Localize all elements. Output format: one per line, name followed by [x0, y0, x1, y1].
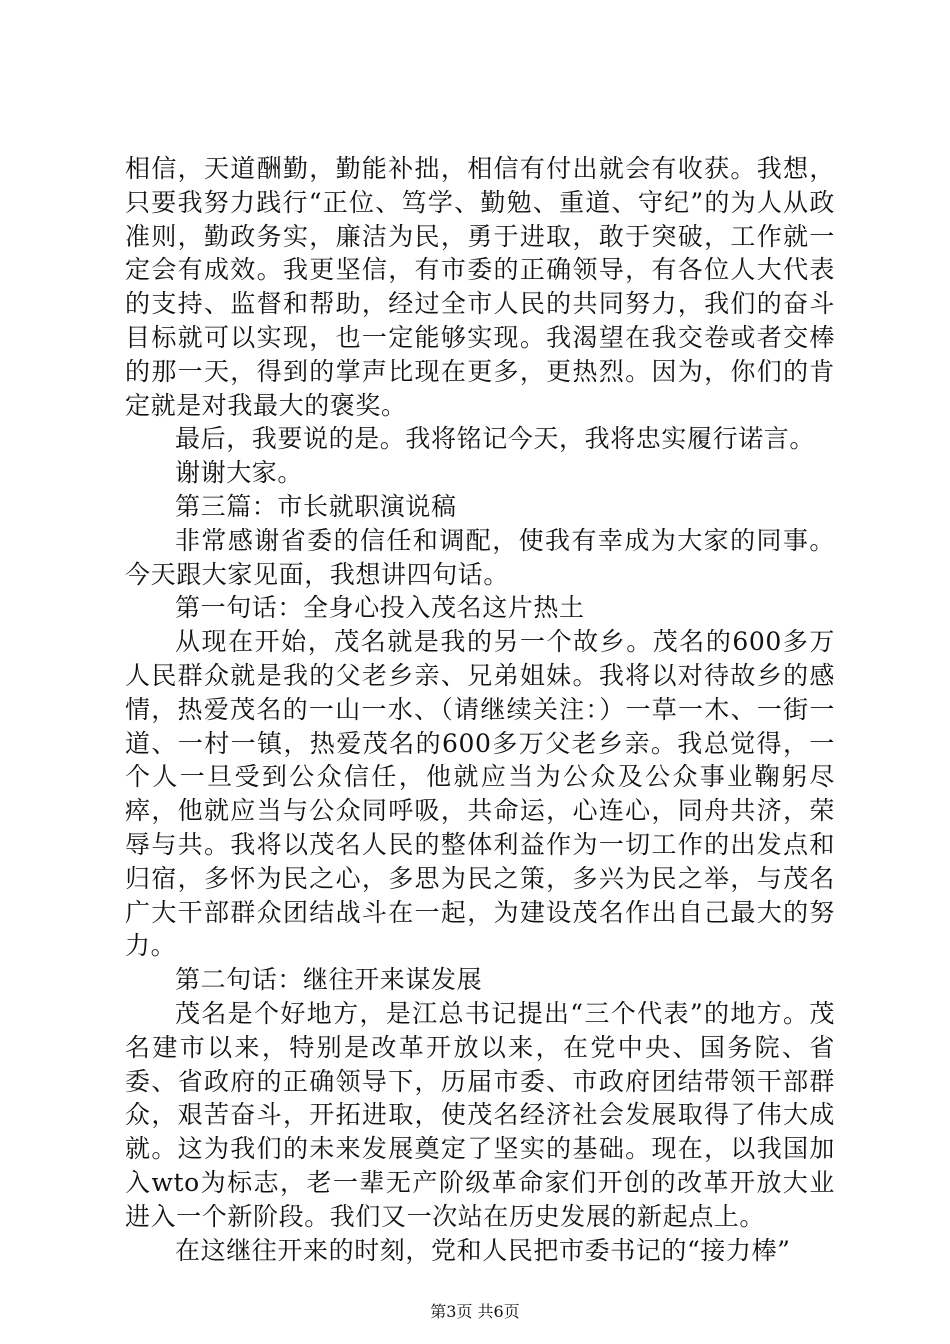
paragraph-second: 茂名是个好地方，是江总书记提出“三个代表”的地方。茂名建市以来，特别是改革开放以来，在党中央、国务院、省委、省政府的正确领导下，历届市委、市政府团结带领干部群众，艰苦奋斗，开拓进取，使茂名经济社会发展取得了伟大成就。这为我们的未来发展奠定了坚实的基础。现在，以我国加入wto为标志，老一辈无产阶级革命家们开创的改革开放大业进入一个新阶段。我们又一次站在历史发展的新起点上。	[125, 998, 835, 1231]
paragraph-continuation: 相信，天道酬勤，勤能补拙，相信有付出就会有收获。我想，只要我努力践行“正位、笃学、勤勉、重道、守纪”的为人从政准则，勤政务实，廉洁为民，勇于进取，敢于突破，工作就一定会有成效。我更坚信，有市委的正确领导，有各位人大代表的支持、监督和帮助，经过全市人民的共同努力，我们的奋斗目标就可以实现，也一定能够实现。我渴望在我交卷或者交棒的那一天，得到的掌声比现在更多，更热烈。因为，你们的肯定就是对我最大的褒奖。	[125, 154, 835, 420]
subheading-first: 第一句话：全身心投入茂名这片热土	[175, 593, 585, 623]
paragraph-thanks: 谢谢大家。	[175, 458, 304, 488]
paragraph-intro: 非常感谢省委的信任和调配，使我有幸成为大家的同事。今天跟大家见面，我想讲四句话。	[125, 525, 835, 589]
paragraph-first: 从现在开始，茂名就是我的另一个故乡。茂名的600多万人民群众就是我的父老乡亲、兄弟姐妹。我将以对待故乡的感情，热爱茂名的一山一水、（请继续关注：）一草一木、一街一道、一村一镇，热爱茂名的600多万父老乡亲。我总觉得，一个人一旦受到公众信任，他就应当为公众及公众事业鞠躬尽瘁，他就应当与公众同呼吸，共命运，心连心，同舟共济，荣辱与共。我将以茂名人民的整体利益作为一切工作的出发点和归宿，多怀为民之心，多思为民之策，多兴为民之举，与茂名广大干部群众团结战斗在一起，为建设茂名作出自己最大的努力。	[125, 627, 835, 961]
page-number: 第3页 共6页	[430, 1302, 520, 1321]
section-heading: 第三篇：市长就职演说稿	[175, 491, 457, 521]
document-body	[125, 152, 835, 1267]
paragraph-third-start: 在这继往开来的时刻，党和人民把市委书记的“接力棒”	[175, 1235, 791, 1265]
paragraph-closing: 最后，我要说的是。我将铭记今天，我将忠实履行诺言。	[175, 424, 816, 454]
subheading-second: 第二句话：继往开来谋发展	[175, 965, 483, 995]
